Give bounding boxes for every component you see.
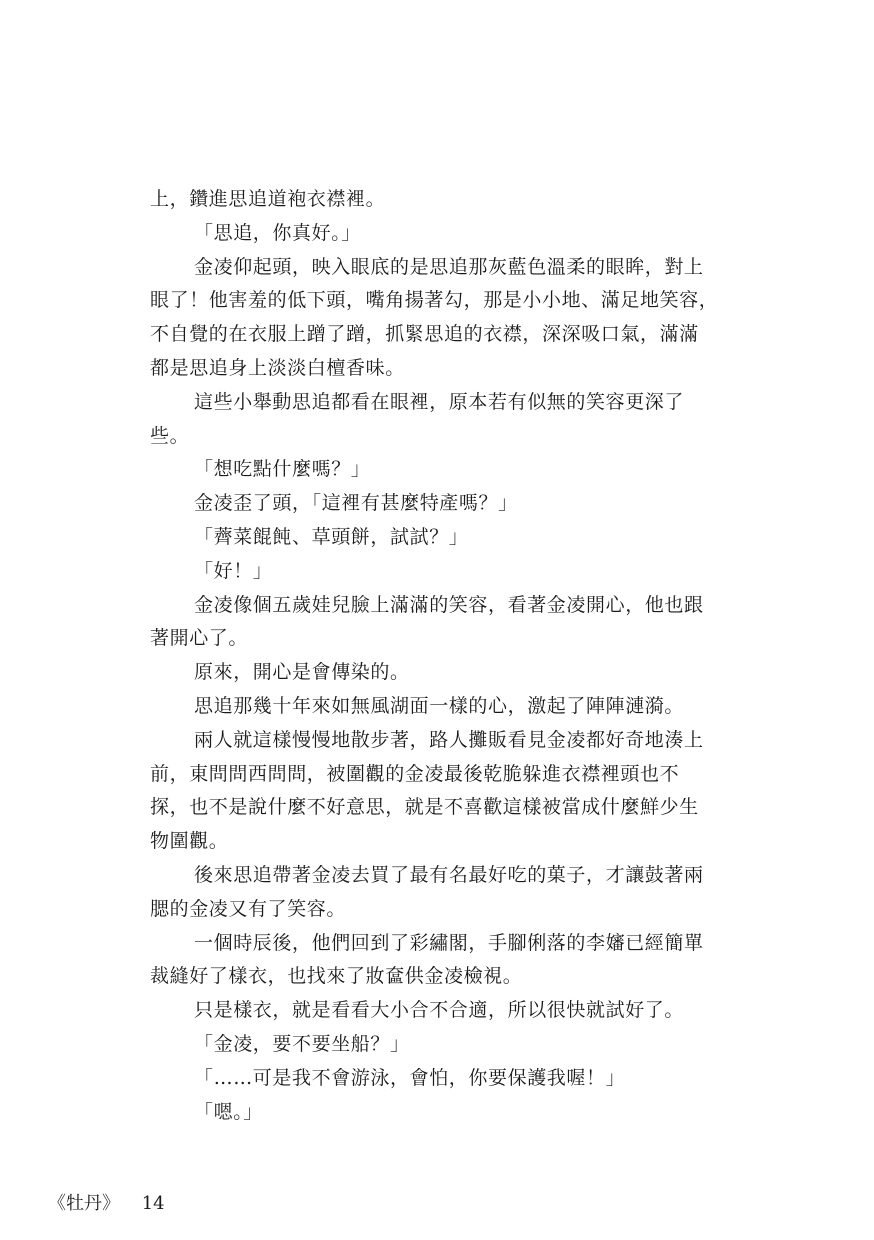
book-title: 《牡丹》 [48,1193,120,1214]
text-line: 腮的金凌又有了笑容。 [150,897,347,920]
text-line: 不自覺的在衣服上蹭了蹭，抓緊思追的衣襟，深深吸口氣，滿滿 [150,323,699,346]
text-line: 原來，開心是會傳染的。 [194,661,410,684]
text-line: 前，東問問西問問，被圍觀的金凌最後乾脆躲進衣襟裡頭也不 [150,762,680,785]
text-line: 兩人就這樣慢慢地散步著，路人攤販看見金凌都好奇地湊上 [194,728,704,751]
body-text [150,183,719,1129]
text-line: 著開心了。 [150,627,249,650]
text-line: 「好！」 [194,559,273,582]
text-line: 金凌歪了頭，「這裡有甚麼特產嗎？」 [194,492,518,515]
text-line: 都是思追身上淡淡白檀香味。 [150,356,405,379]
text-line: 「嗯。」 [194,1100,263,1123]
text-line: 金凌像個五歲娃兒臉上滿滿的笑容，看著金凌開心，他也跟 [194,593,704,616]
text-line: 「思追，你真好。」 [194,221,361,244]
text-line: 一個時辰後，他們回到了彩繡閣，手腳俐落的李嬸已經簡單 [194,931,704,954]
page-footer [48,1190,165,1218]
text-line: 眼了！他害羞的低下頭，嘴角揚著勾，那是小小地、滿足地笑容， [150,289,719,312]
text-line: 上，鑽進思追道袍衣襟裡。 [150,188,386,210]
text-line: 金凌仰起頭，映入眼底的是思追那灰藍色溫柔的眼眸，對上 [194,255,704,278]
text-line: 物圍觀。 [150,830,229,853]
page-number: 14 [141,1193,165,1214]
text-line: 「金凌，要不要坐船？」 [194,1032,410,1055]
text-line: 裁縫好了樣衣，也找來了妝奩供金凌檢視。 [150,965,523,988]
text-line: 思追那幾十年來如無風湖面一樣的心，激起了陣陣漣漪。 [194,694,685,717]
text-line: 探，也不是說什麼不好意思，就是不喜歡這樣被當成什麼鮮少生 [150,796,699,819]
text-line: 後來思追帶著金凌去買了最有名最好吃的菓子，才讓鼓著兩 [194,863,704,886]
text-line: 這些小舉動思追都看在眼裡，原本若有似無的笑容更深了 [194,390,685,413]
text-line: 「薺菜餛飩、草頭餅，試試？」 [194,525,469,548]
text-line: 只是樣衣，就是看看大小合不合適，所以很快就試好了。 [194,999,685,1022]
text-line: 「想吃點什麼嗎？」 [194,458,371,481]
text-line: 「……可是我不會游泳，會怕，你要保護我喔！」 [194,1066,626,1089]
text-line: 些。 [150,424,190,447]
